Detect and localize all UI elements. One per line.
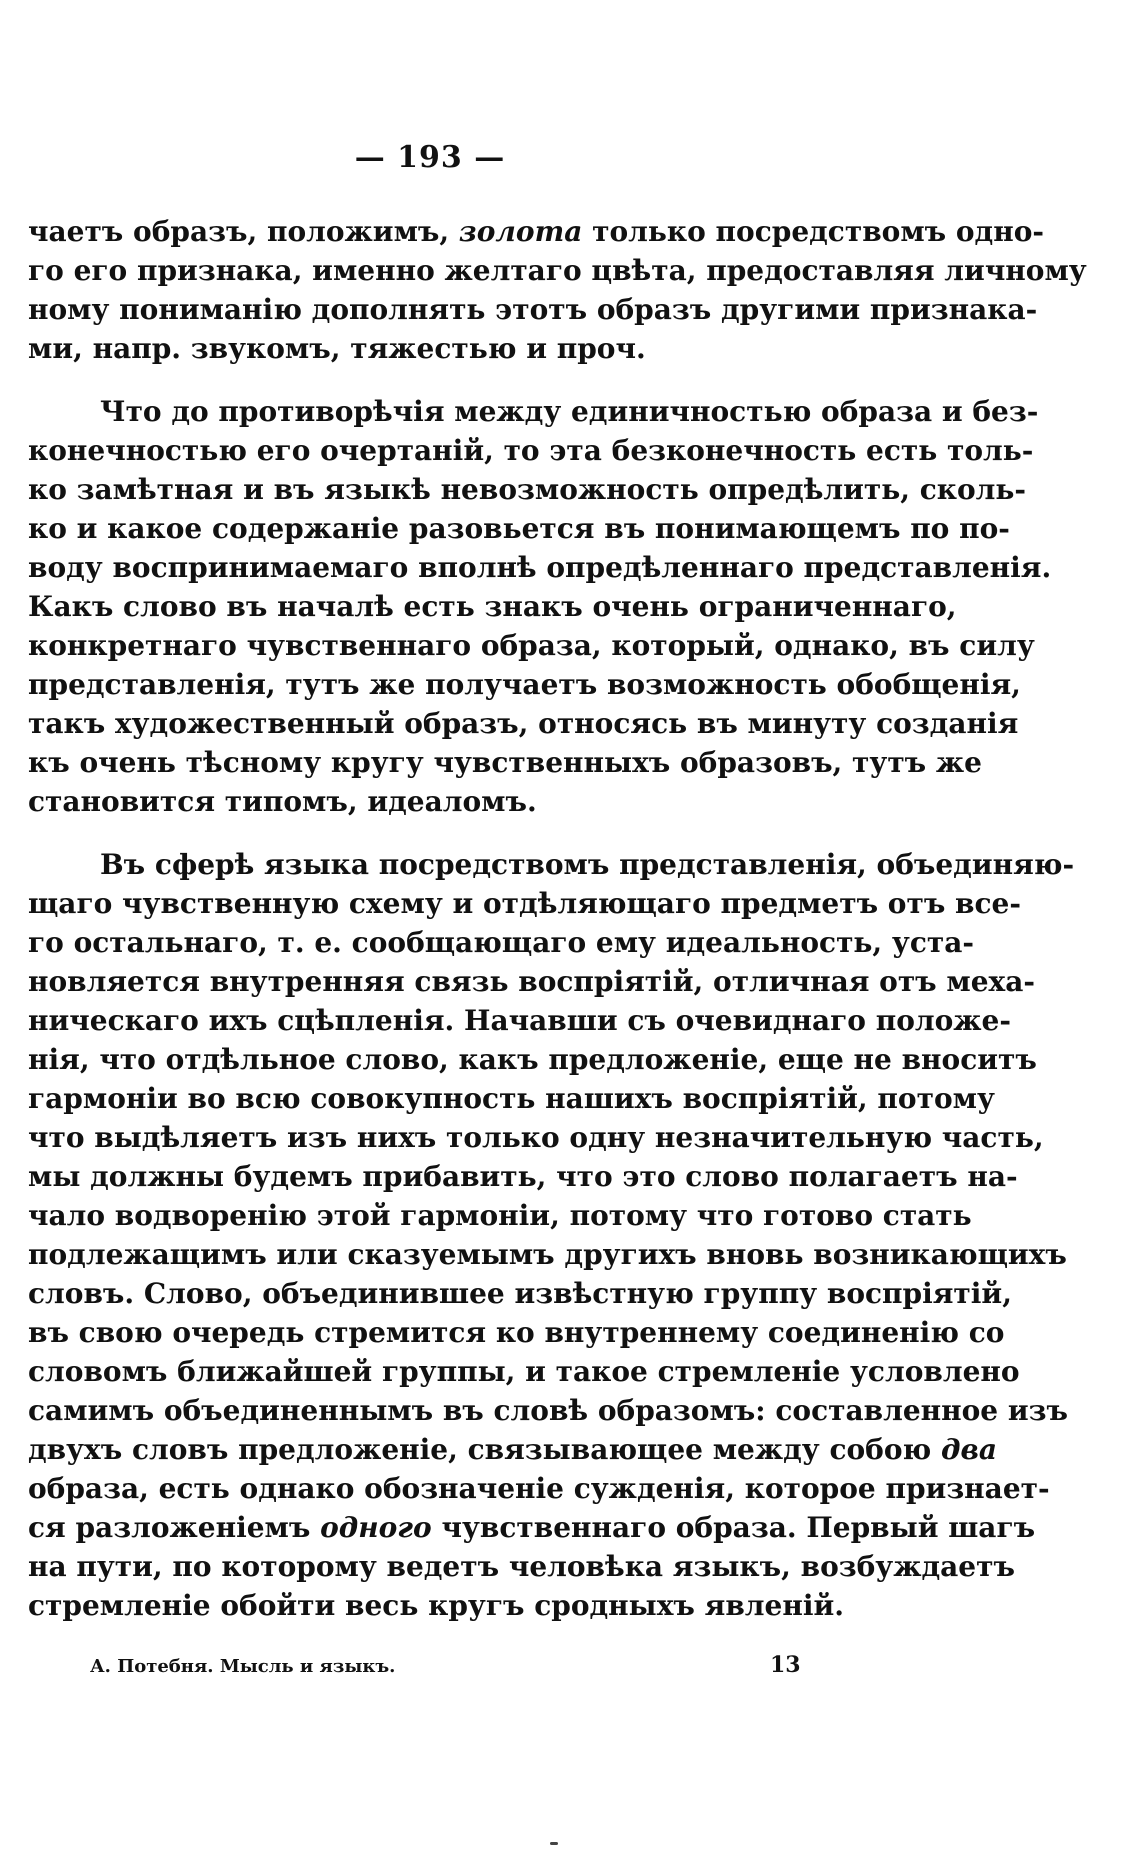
text-line: Въ сферѣ языка посредствомъ представленія, объединяю-: [100, 848, 1075, 881]
text-line: двухъ словъ предложеніе, связывающее между собою два: [28, 1433, 997, 1466]
text-line: чаетъ образъ, положимъ, золота только посредствомъ одно-: [28, 215, 1045, 248]
text-line: Что до противорѣчія между единичностью образа и без-: [100, 395, 1039, 428]
italic-word: два: [941, 1433, 997, 1466]
text-line: новляется внутренняя связь воспріятій, отличная отъ меха-: [28, 965, 1036, 998]
text-line: щаго чувственную схему и отдѣляющаго предметъ отъ все-: [28, 887, 1021, 920]
paragraph-1: [28, 212, 1087, 368]
text-line: ся разложеніемъ одного чувственнаго образа. Первый шагъ: [28, 1511, 1036, 1544]
italic-word: золота: [458, 215, 583, 248]
text-line: стремленіе обойти весь кругъ сродныхъ явленій.: [28, 1589, 844, 1622]
paragraph-3: [28, 845, 1075, 1625]
paragraph-2: [28, 392, 1052, 821]
text-line: ми, напр. звукомъ, тяжестью и проч.: [28, 332, 646, 365]
text-line: гармоніи во всю совокупность нашихъ воспріятій, потому: [28, 1082, 995, 1115]
footer-signature: А. Потебня. Мысль и языкъ.: [90, 1656, 396, 1677]
text-line: въ свою очередь стремится ко внутреннему соединенію со: [28, 1316, 1005, 1349]
text-line: становится типомъ, идеаломъ.: [28, 785, 537, 818]
text-line: словъ. Слово, объединившее извѣстную группу воспріятій,: [28, 1277, 1012, 1310]
text-line: ному пониманію дополнять этотъ образъ другими признака-: [28, 293, 1038, 326]
text-line: воду воспринимаемаго вполнѣ опредѣленнаго представленія.: [28, 551, 1052, 584]
text-line: образа, есть однако обозначеніе сужденія, которое признает-: [28, 1472, 1050, 1505]
text-line: самимъ объединеннымъ въ словѣ образомъ: составленное изъ: [28, 1394, 1068, 1427]
text-line: конечностью его очертаній, то эта безконечность есть толь-: [28, 434, 1034, 467]
text-line: что выдѣляетъ изъ нихъ только одну незначительную часть,: [28, 1121, 1044, 1154]
sheet-number: 13: [770, 1652, 801, 1678]
text-line: словомъ ближайшей группы, и такое стремленіе условлено: [28, 1355, 1020, 1388]
italic-word: одного: [320, 1511, 432, 1544]
text-line: подлежащимъ или сказуемымъ другихъ вновь возникающихъ: [28, 1238, 1067, 1271]
text-line: мы должны будемъ прибавить, что это слово полагаетъ на-: [28, 1160, 1018, 1193]
text-line: такъ художественный образъ, относясь въ минуту созданія: [28, 707, 1019, 740]
text-line: ко замѣтная и въ языкѣ невозможность опредѣлить, сколь-: [28, 473, 1027, 506]
text-line: на пути, по которому ведетъ человѣка языкъ, возбуждаетъ: [28, 1550, 1015, 1583]
text-line: ко и какое содержаніе разовьется въ понимающемъ по по-: [28, 512, 1010, 545]
text-line: конкретнаго чувственнаго образа, который, однако, въ силу: [28, 629, 1035, 662]
print-speck: [550, 1842, 558, 1845]
page-number: — 193 —: [354, 140, 506, 175]
text-line: нія, что отдѣльное слово, какъ предложеніе, еще не вноситъ: [28, 1043, 1037, 1076]
text-line: къ очень тѣсному кругу чувственныхъ образовъ, тутъ же: [28, 746, 982, 779]
text-line: чало водворенію этой гармоніи, потому что готово стать: [28, 1199, 972, 1232]
text-line: го остальнаго, т. е. сообщающаго ему идеальность, уста-: [28, 926, 975, 959]
text-line: ническаго ихъ сцѣпленія. Начавши съ очевиднаго положе-: [28, 1004, 1011, 1037]
text-line: Какъ слово въ началѣ есть знакъ очень ограниченнаго,: [28, 590, 957, 623]
text-line: представленія, тутъ же получаетъ возможность обобщенія,: [28, 668, 1021, 701]
text-line: го его признака, именно желтаго цвѣта, предоставляя личному: [28, 254, 1087, 287]
